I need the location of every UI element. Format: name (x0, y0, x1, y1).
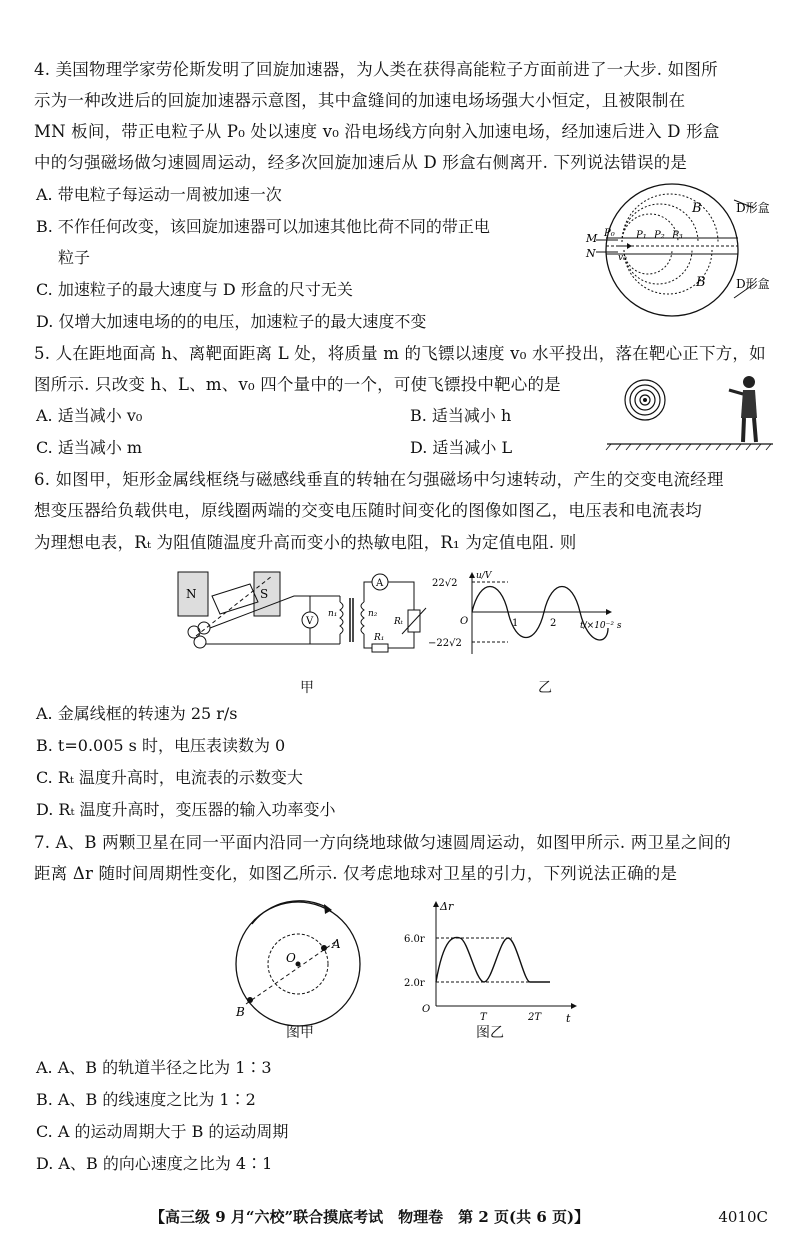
primary-coil-label: n₁ (328, 609, 338, 619)
voltage-max-label: 22√2 (432, 578, 458, 589)
q4-option-d: D. 仅增大加速电场的的电压，加速粒子的最大速度不变 (36, 312, 427, 331)
q6-line-1: 6. 如图甲，矩形金属线框绕与磁感线垂直的转轴在匀强磁场中匀速转动，产生的交变电流经理 (34, 470, 724, 489)
q4-option-b-cont: 粒子 (58, 248, 91, 267)
magnet-label-s: S (260, 587, 269, 601)
cyclotron-label-b-bottom: B (696, 275, 706, 290)
q6-line-3: 为理想电表，Rₜ 为阻值随温度升高而变小的热敏电阻，R₁ 为定值电阻. 则 (34, 533, 577, 552)
time-tick-2: 2 (550, 618, 557, 629)
secondary-coil-label: n₂ (368, 609, 378, 619)
q7-option-d: D. A、B 的向心速度之比为 4∶1 (36, 1154, 273, 1173)
thermistor-label: Rₜ (394, 617, 403, 627)
time-axis-label-t: t (566, 1012, 571, 1025)
voltage-min-label: −22√2 (428, 638, 462, 649)
generator-transformer-figure (174, 566, 454, 666)
target-icon (625, 380, 665, 420)
time-axis-label: t/×10⁻² s (580, 621, 622, 631)
cyclotron-label-p3: P₃ (672, 230, 683, 241)
cyclotron-label-p2: P₂ (654, 230, 665, 241)
fig7-caption-yi: 图乙 (476, 1025, 504, 1041)
cyclotron-label-m: M (586, 232, 598, 245)
thrower-person-icon (729, 376, 757, 442)
page-footer-code: 4010C (718, 1208, 768, 1226)
q6-option-b: B. t=0.005 s 时，电压表读数为 0 (36, 736, 286, 755)
satellite-orbits-figure (228, 890, 368, 1030)
q5-option-c: C. 适当减小 m (36, 438, 143, 457)
distance-time-chart (400, 896, 590, 1026)
q7-line-2: 距离 Δr 随时间周期性变化，如图乙所示. 仅考虑地球对卫星的引力，下列说法正确的是 (34, 864, 678, 883)
q4-line-4: 中的匀强磁场做匀速圆周运动，经多次回旋加速后从 D 形盒右侧离开. 下列说法错误的是 (34, 153, 688, 172)
dart-figure (605, 370, 775, 452)
fig6-caption-yi: 乙 (538, 680, 552, 696)
orbit-center-label: O (286, 951, 296, 965)
cyclotron-label-v0: v₀ (618, 253, 627, 263)
q6-option-c: C. Rₜ 温度升高时，电流表的示数变大 (36, 768, 303, 787)
delta-r-tick-t: T (480, 1012, 487, 1023)
q5-option-d: D. 适当减小 L (410, 438, 513, 457)
cyclotron-label-p0: P₀ (604, 228, 615, 239)
q4-option-b: B. 不作任何改变，该回旋加速器可以加速其他比荷不同的带正电 (36, 217, 490, 236)
cyclotron-label-n: N (586, 247, 596, 260)
q7-option-c: C. A 的运动周期大于 B 的运动周期 (36, 1122, 289, 1141)
q7-option-b: B. A、B 的线速度之比为 1∶2 (36, 1090, 256, 1109)
time-tick-1: 1 (512, 618, 519, 629)
q5-option-a: A. 适当减小 v₀ (36, 406, 143, 425)
satellite-a-label: A (332, 937, 341, 951)
q6-line-2: 想变压器给负载供电，原线圈两端的交变电压随时间变化的图像如图乙，电压表和电流表均 (34, 501, 702, 520)
voltage-time-chart (428, 568, 648, 658)
fig7-caption-jia: 图甲 (286, 1025, 314, 1041)
q4-option-c: C. 加速粒子的最大速度与 D 形盒的尺寸无关 (36, 280, 353, 299)
magnet-label-n: N (186, 587, 197, 601)
q6-option-a: A. 金属线框的转速为 25 r/s (36, 704, 238, 723)
q7-option-a: A. A、B 的轨道半径之比为 1∶3 (36, 1058, 272, 1077)
voltage-origin-label: O (460, 616, 469, 627)
q6-option-d: D. Rₜ 温度升高时，变压器的输入功率变小 (36, 800, 336, 819)
q4-option-a: A. 带电粒子每运动一周被加速一次 (36, 185, 282, 204)
satellite-b-label: B (236, 1005, 245, 1019)
voltage-axis-label: u/V (476, 571, 492, 581)
q7-line-1: 7. A、B 两颗卫星在同一平面内沿同一方向绕地球做匀速圆周运动，如图甲所示. 两卫星之间的 (34, 833, 731, 852)
cyclotron-figure (584, 180, 794, 320)
q4-line-2: 示为一种改进后的回旋加速器示意图，其中盒缝间的加速电场场强大小恒定，且被限制在 (34, 91, 686, 110)
ammeter-label: A (376, 578, 384, 589)
cyclotron-label-p1: P₁ (636, 230, 647, 241)
cyclotron-label-d-top: D形盒 (736, 201, 770, 215)
fig6-caption-jia: 甲 (300, 680, 314, 696)
q5-line-2: 图所示. 只改变 h、L、m、v₀ 四个量中的一个，可使飞镖投中靶心的是 (34, 375, 561, 394)
q5-line-1: 5. 人在距地面高 h、离靶面距离 L 处，将质量 m 的飞镖以速度 v₀ 水平投出，落在靶心正下方，如 (34, 344, 766, 363)
delta-r-low-label: 2.0r (404, 978, 425, 989)
delta-r-axis-label: Δr (440, 900, 454, 913)
delta-r-origin-label: O (422, 1004, 431, 1015)
q4-line-1: 4. 美国物理学家劳伦斯发明了回旋加速器，为人类在获得高能粒子方面前进了一大步. 如图所 (34, 60, 718, 79)
cyclotron-label-d-bottom: D形盒 (736, 277, 770, 291)
delta-r-tick-2t: 2T (528, 1012, 542, 1023)
voltmeter-label: V (306, 616, 314, 627)
delta-r-high-label: 6.0r (404, 934, 425, 945)
resistor-label: R₁ (374, 633, 385, 643)
page-footer-title: 【高三级 9 月“六校”联合摸底考试 物理卷 第 2 页(共 6 页)】 (150, 1208, 590, 1226)
q5-option-b: B. 适当减小 h (410, 406, 512, 425)
q4-line-3: MN 板间，带正电粒子从 P₀ 处以速度 v₀ 沿电场线方向射入加速电场，经加速后进入 D 形盒 (34, 122, 720, 141)
cyclotron-label-b-top: B (692, 201, 702, 216)
